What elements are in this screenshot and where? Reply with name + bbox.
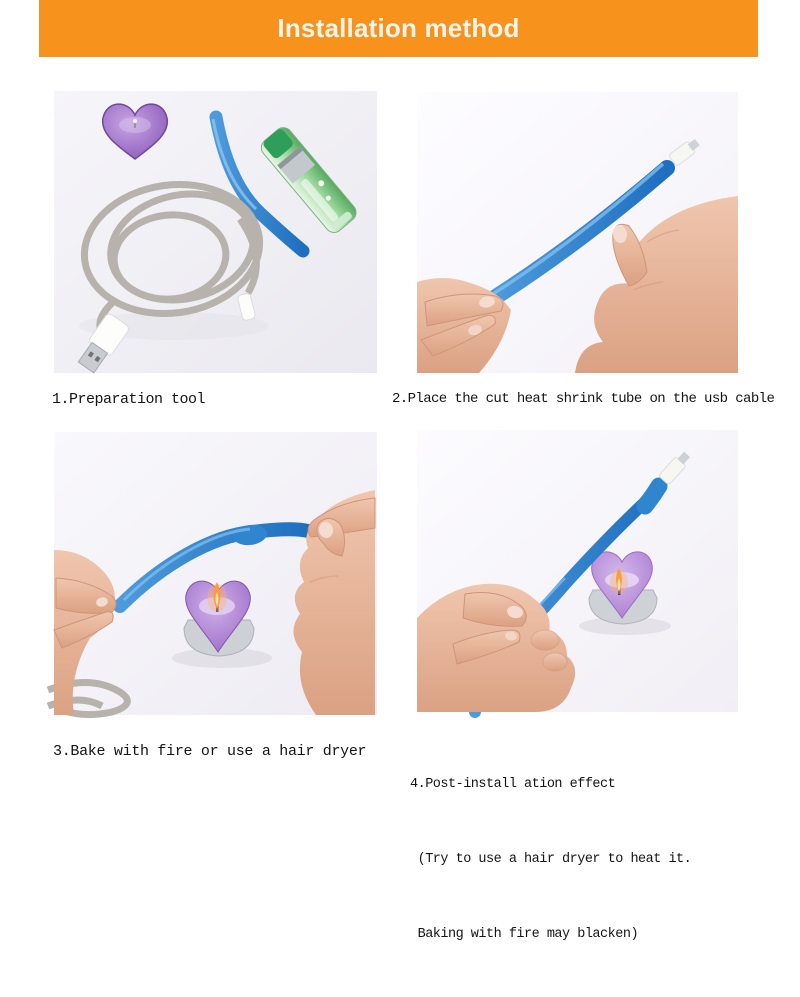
- preparation-tools-photo: [54, 91, 377, 373]
- step1-photo: [54, 91, 377, 373]
- step1-caption: 1.Preparation tool: [52, 391, 206, 408]
- post-install-effect-photo: [417, 430, 738, 712]
- step2-photo: [417, 92, 738, 373]
- tube-on-cable-photo: [417, 92, 738, 373]
- step3-caption: 3.Bake with fire or use a hair dryer: [53, 743, 367, 760]
- step4-caption-line3: Baking with fire may blacken): [410, 927, 639, 942]
- bake-over-candle-photo: [54, 432, 377, 715]
- step4-caption-line2: (Try to use a hair dryer to heat it.: [410, 852, 692, 867]
- step2-caption: 2.Place the cut heat shrink tube on the usb cable: [392, 391, 775, 407]
- page-title: Installation method: [277, 13, 520, 43]
- step4-photo: [417, 430, 738, 712]
- step4-caption: [410, 722, 691, 997]
- step3-photo: [54, 432, 377, 715]
- header-banner: [39, 0, 758, 57]
- step4-caption-line1: 4.Post-install ation effect: [410, 777, 616, 792]
